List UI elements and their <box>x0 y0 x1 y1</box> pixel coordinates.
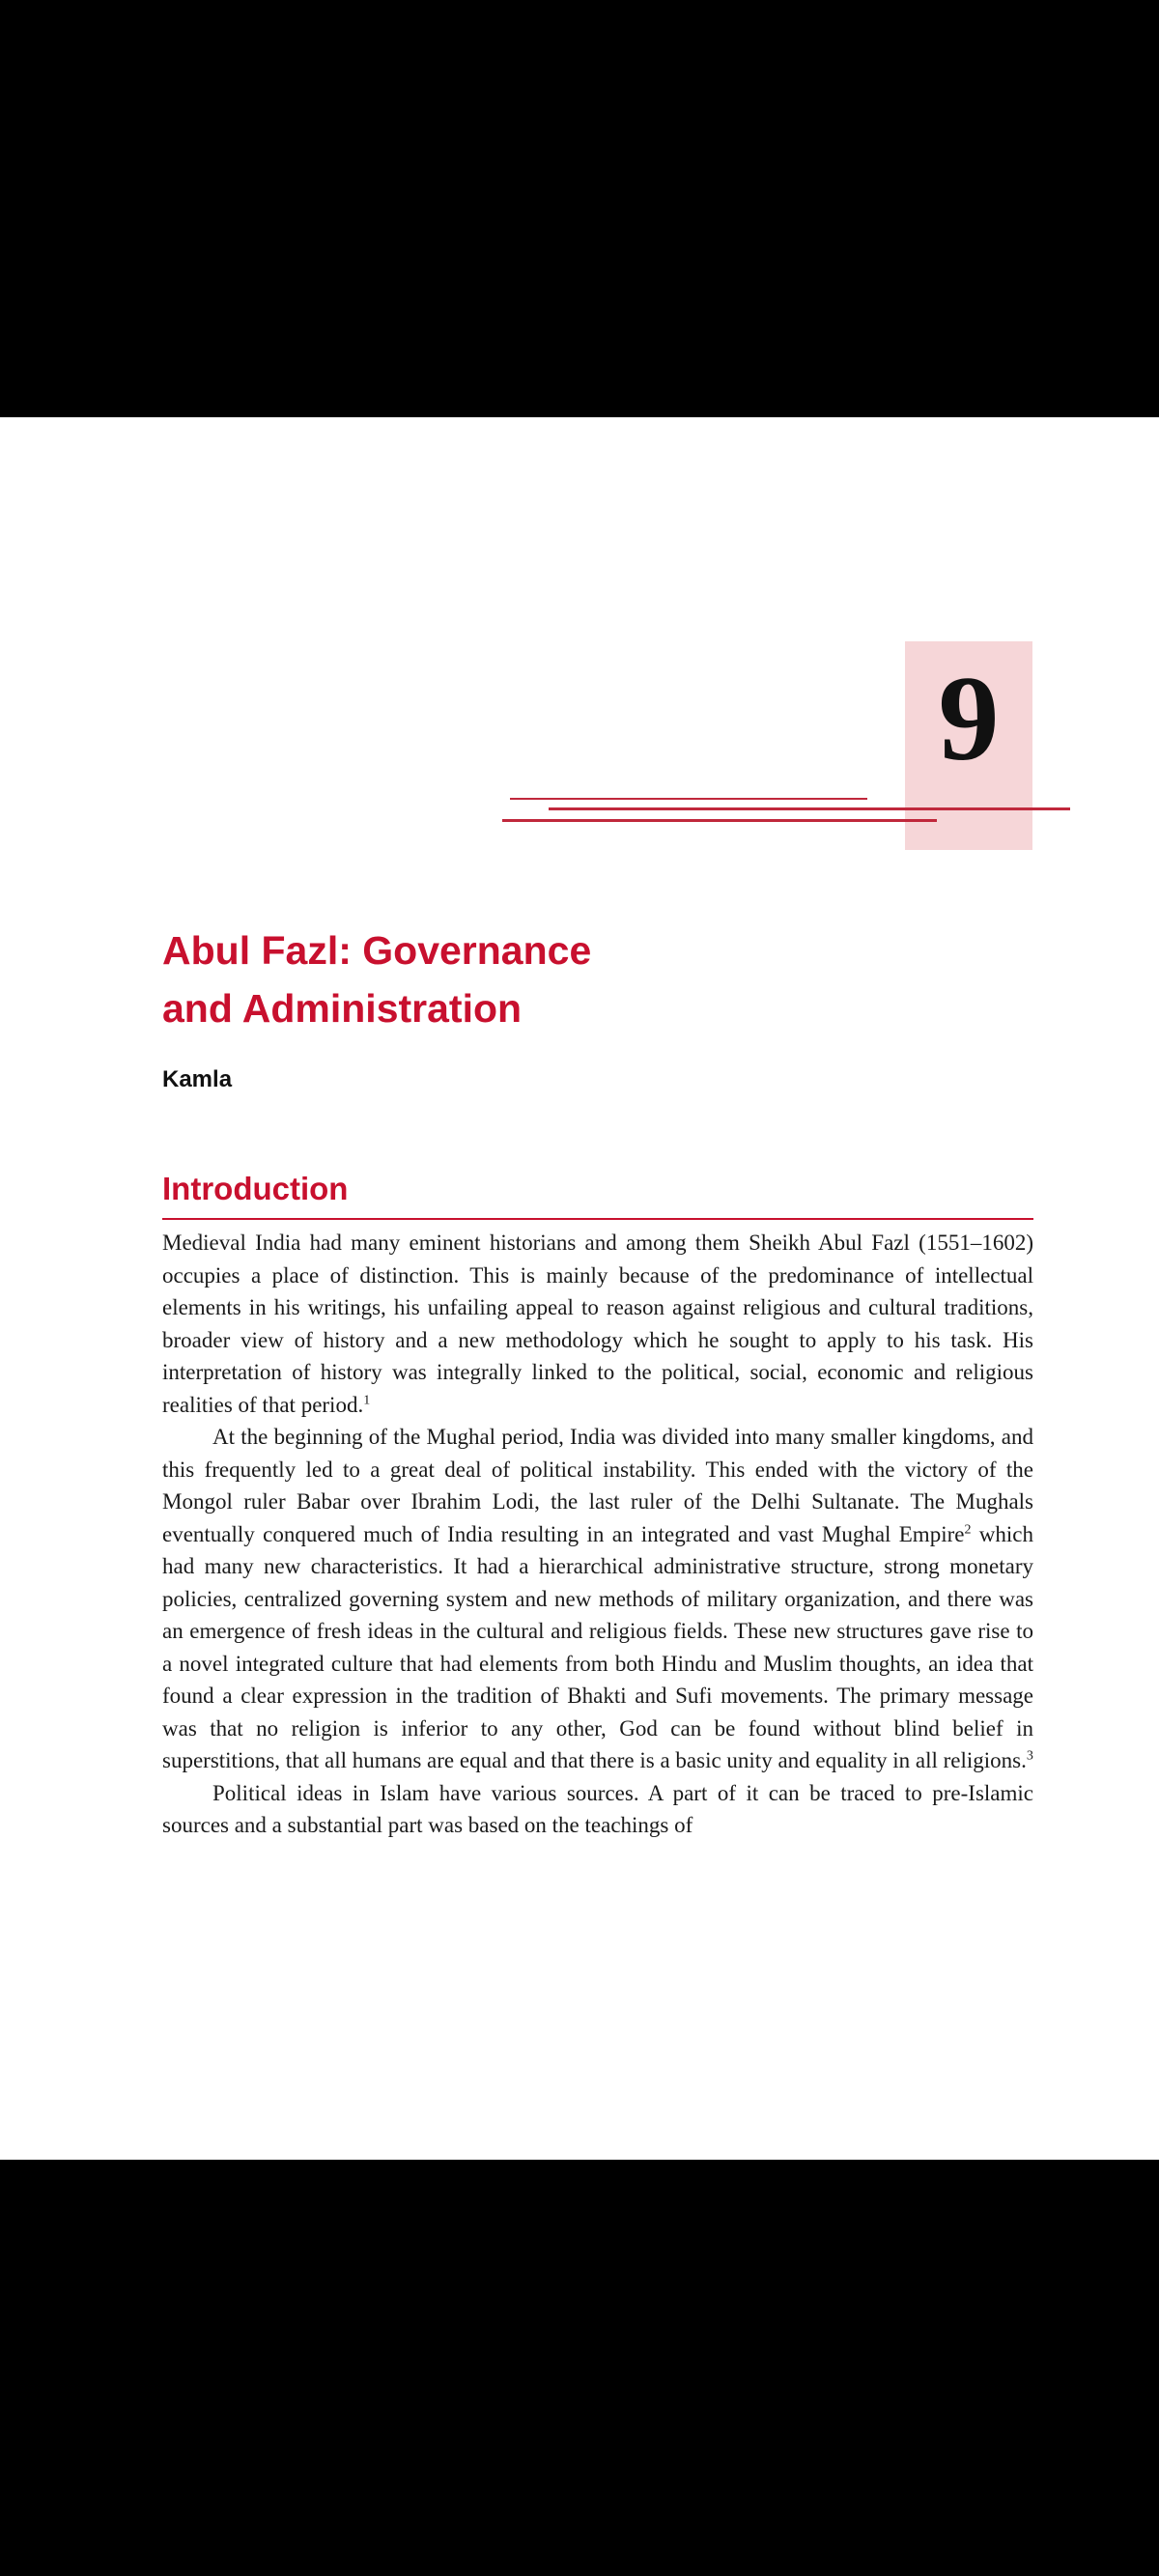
book-page <box>0 417 1159 2160</box>
paragraph-text: At the beginning of the Mughal period, India was divided into many smaller kingdoms, and this frequently led to a great deal of political instability. This ended with the victory of the Mongol ruler Babar over Ibrahim Lodi, the last ruler of the Delhi Sultanate. The Mughals eventually conquered much of India resulting in an integrated and vast Mughal Empire <box>162 1425 1033 1546</box>
body-text <box>162 1227 1033 1842</box>
chapter-rule <box>502 819 937 822</box>
section-rule <box>162 1218 1033 1220</box>
paragraph-text: Medieval India had many eminent historians and among them Sheikh Abul Fazl (1551–1602) occupies a place of distinction. This is mainly because of the predominance of intellectual elements in his writings, his unfailing appeal to reason against religious and cultural traditions, broader view of history and a new methodology which he sought to apply to his task. His interpretation of history was integrally linked to the political, social, economic and religious realities of that period. <box>162 1231 1033 1417</box>
paragraph <box>162 1421 1033 1777</box>
chapter-number: 9 <box>938 652 1000 786</box>
section-heading: Introduction <box>162 1171 349 1206</box>
paragraph-text: Political ideas in Islam have various sources. A part of it can be traced to pre-Islamic sources and a substantial part was based on the teachings of <box>162 1780 1033 1837</box>
footnote-ref: 2 <box>964 1521 972 1537</box>
chapter-rule <box>510 798 867 800</box>
chapter-title-line: and Administration <box>162 986 523 1031</box>
footnote-ref: 3 <box>1026 1748 1033 1764</box>
chapter-title-line: Abul Fazl: Governance <box>162 928 592 973</box>
footnote-ref: 1 <box>363 1392 371 1407</box>
author-name: Kamla <box>162 1066 233 1092</box>
paragraph <box>162 1777 1033 1842</box>
chapter-title <box>162 921 896 1037</box>
paragraph-text: which had many new characteristics. It had a hierarchical administrative structure, strong monetary policies, centralized governing system and new methods of military organization, and there was an emergence of fresh ideas in the cultural and religious fields. These new structures gave rise to a novel integrated culture that had elements from both Hindu and Muslim thoughts, an idea that found a clear expression in the tradition of Bhakti and Sufi movements. The primary message was that no religion is inferior to any other, God can be found without blind belief in superstitions, that all humans are equal and that there is a basic unity and equality in all religions. <box>162 1521 1033 1772</box>
paragraph <box>162 1227 1033 1421</box>
chapter-rule <box>549 807 1070 810</box>
